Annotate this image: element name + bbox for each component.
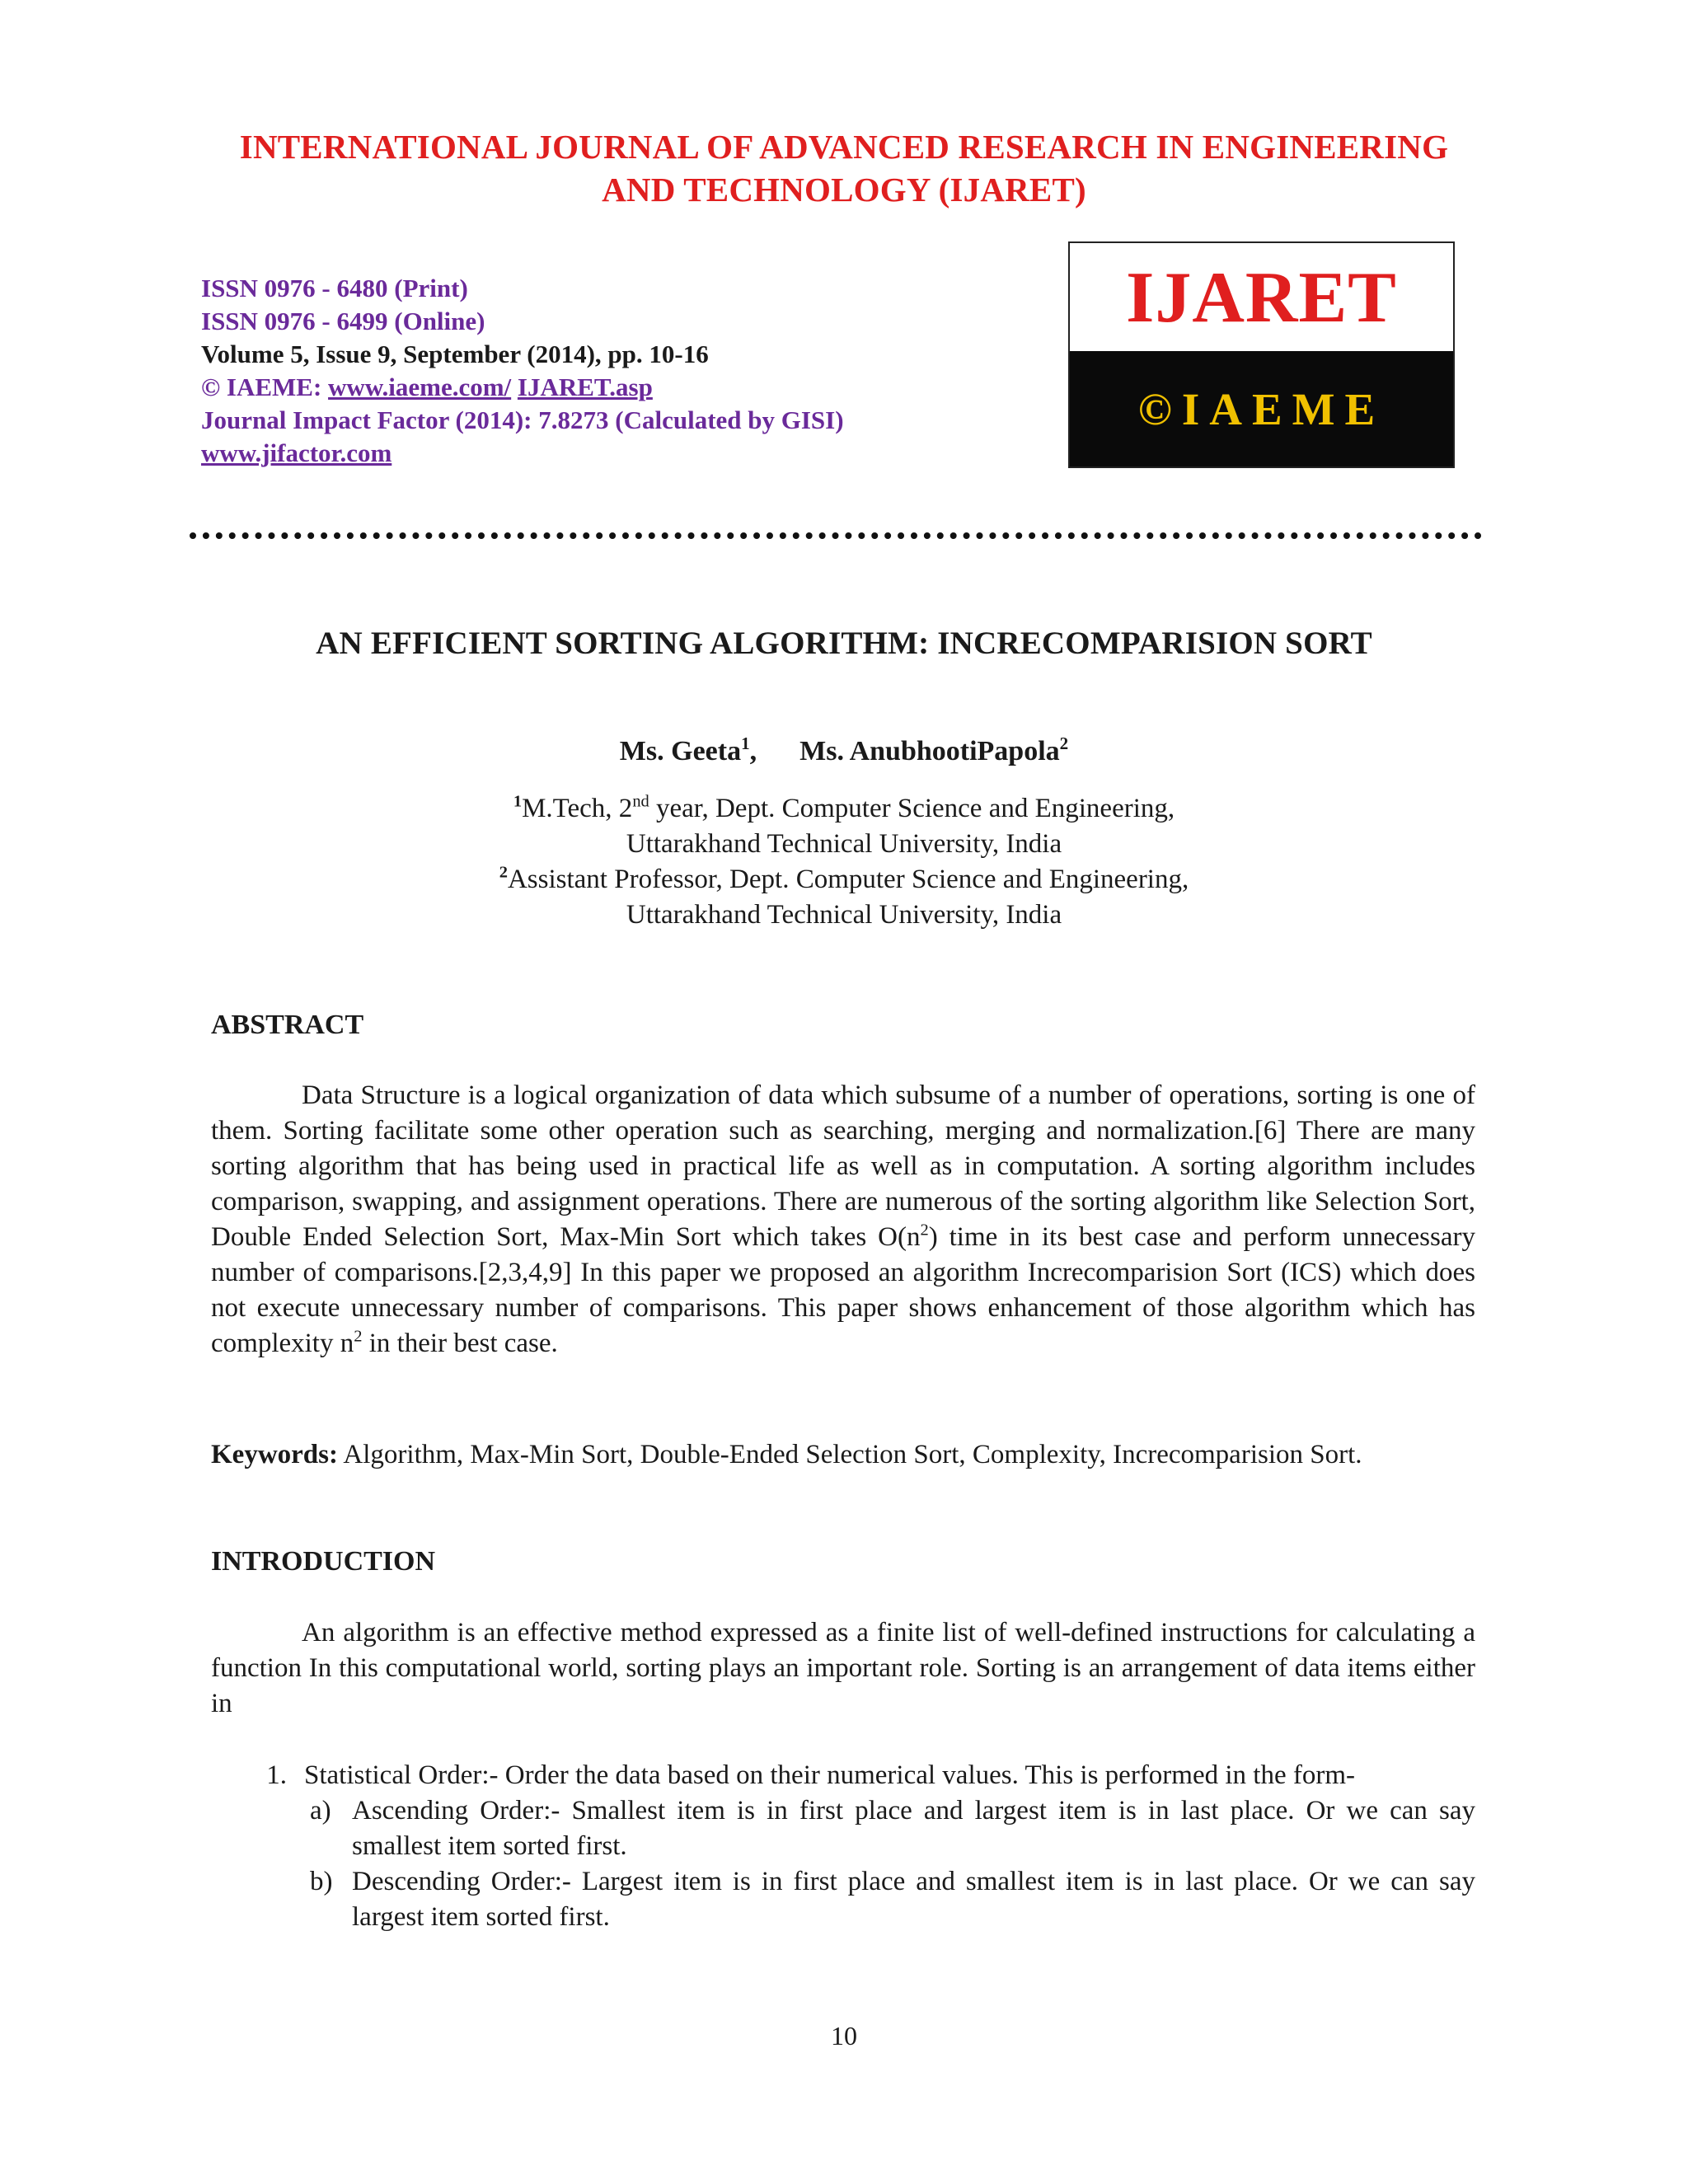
authors [0,733,1688,767]
author-1-sup: 1 [741,733,750,753]
abstract-text-b: ) time in its best case and perform unnecessary number of comparisons.[2,3,4,9] In this paper we proposed an algorithm Increcomparision Sort (ICS) which does not execute unnecessary number of comparisons. This paper shows enhancement of those algorithm which has complexity n [211,1222,1475,1358]
affiliation-2-line2: Uttarakhand Technical University, India [626,900,1062,930]
list-subitem [211,1864,1475,1935]
iaeme-line [201,371,844,404]
ijaret-link[interactable]: IJARET.asp [517,373,653,401]
impact-factor: Journal Impact Factor (2014): 7.8273 (Calculated by GISI) [201,405,844,434]
keywords-label: Keywords: [211,1440,338,1469]
introduction-text-body: An algorithm is an effective method expressed as a finite list of well-defined instructions for calculating a function In this computational world, sorting plays an important role. Sorting is an arrangement of data items either in [211,1618,1475,1718]
ijaret-logo [1068,241,1455,468]
affiliation-1-a: M.Tech, 2 [522,794,633,823]
affiliation-1-sup: 1 [513,792,523,811]
iaeme-prefix: © IAEME: [201,373,329,401]
abstract-text-a: Data Structure is a logical organization of data which subsume of a number of operations, sorting is one of them. Sorting facilitate some other operation such as searching, merging and normalization.[6] There are many sorting algorithm that has being used in practical life as well as in computation. A sorting algorithm includes comparison, swapping, and assignment operations. There are numerous of the sorting algorithm like Selection Sort, Double Ended Selection Sort, Max-Min Sort which takes O(n [211,1080,1475,1252]
list-item-text: Statistical Order:- Order the data based on their numerical values. This is performed in the form- [304,1760,1355,1790]
introduction-heading: INTRODUCTION [211,1546,436,1577]
affiliation-2 [0,862,1688,898]
abstract-sup-a: 2 [920,1221,929,1240]
logo-title: IJARET [1126,258,1397,338]
list-subitem [211,1793,1475,1864]
dotted-divider [190,532,1482,539]
affiliation-1 [0,791,1688,827]
list-item-number: 1. [266,1760,287,1790]
iaeme-link[interactable]: www.iaeme.com/ [328,373,512,401]
jifactor-link[interactable]: www.jifactor.com [201,438,392,467]
keywords [211,1437,1475,1473]
issn-print: ISSN 0976 - 6480 (Print) [201,274,468,302]
abstract-sup-b: 2 [354,1327,363,1346]
affiliation-2-sup: 2 [499,863,508,882]
journal-title-line1: INTERNATIONAL JOURNAL OF ADVANCED RESEARCH IN ENGINEERING [239,128,1449,166]
list-item [211,1758,1475,1793]
journal-title [165,125,1523,211]
affiliation-2-a: Assistant Professor, Dept. Computer Science and Engineering, [507,865,1189,894]
issn-online: ISSN 0976 - 6499 (Online) [201,307,485,335]
logo-iaeme: ©IAEME [1070,351,1453,466]
list-subitem-text: Ascending Order:- Smallest item is in first place and largest item is in last place. Or we can say smallest item sorted first. [352,1796,1475,1861]
order-list [211,1758,1475,1935]
introduction-text [211,1615,1475,1722]
list-subitem-text: Descending Order:- Largest item is in first place and smallest item is in last place. Or we can say largest item sorted first. [352,1867,1475,1932]
abstract-text [211,1078,1475,1361]
paper-title: AN EFFICIENT SORTING ALGORITHM: INCRECOMPARISION SORT [316,626,1372,661]
keywords-text: Algorithm, Max-Min Sort, Double-Ended Selection Sort, Complexity, Increcomparision Sort. [337,1440,1362,1469]
page-number: 10 [831,2021,857,2050]
affiliation-1-b: year, Dept. Computer Science and Engineering, [649,794,1175,823]
author-separator: , [749,736,757,766]
author-1: Ms. Geeta [619,736,742,766]
abstract-text-c: in their best case. [362,1329,558,1358]
volume-info: Volume 5, Issue 9, September (2014), pp. 10-16 [201,340,709,368]
journal-title-line2: AND TECHNOLOGY (IJARET) [602,171,1086,209]
author-2-sup: 2 [1059,733,1069,753]
list-subitem-number: a) [310,1796,331,1825]
affiliations [0,791,1688,933]
affiliation-1-nd: nd [632,792,649,811]
abstract-heading: ABSTRACT [211,1010,364,1040]
affiliation-1-line2: Uttarakhand Technical University, India [626,829,1062,859]
list-subitem-number: b) [310,1867,333,1896]
author-2: Ms. AnubhootiPapola [799,736,1060,766]
journal-meta [201,272,844,470]
